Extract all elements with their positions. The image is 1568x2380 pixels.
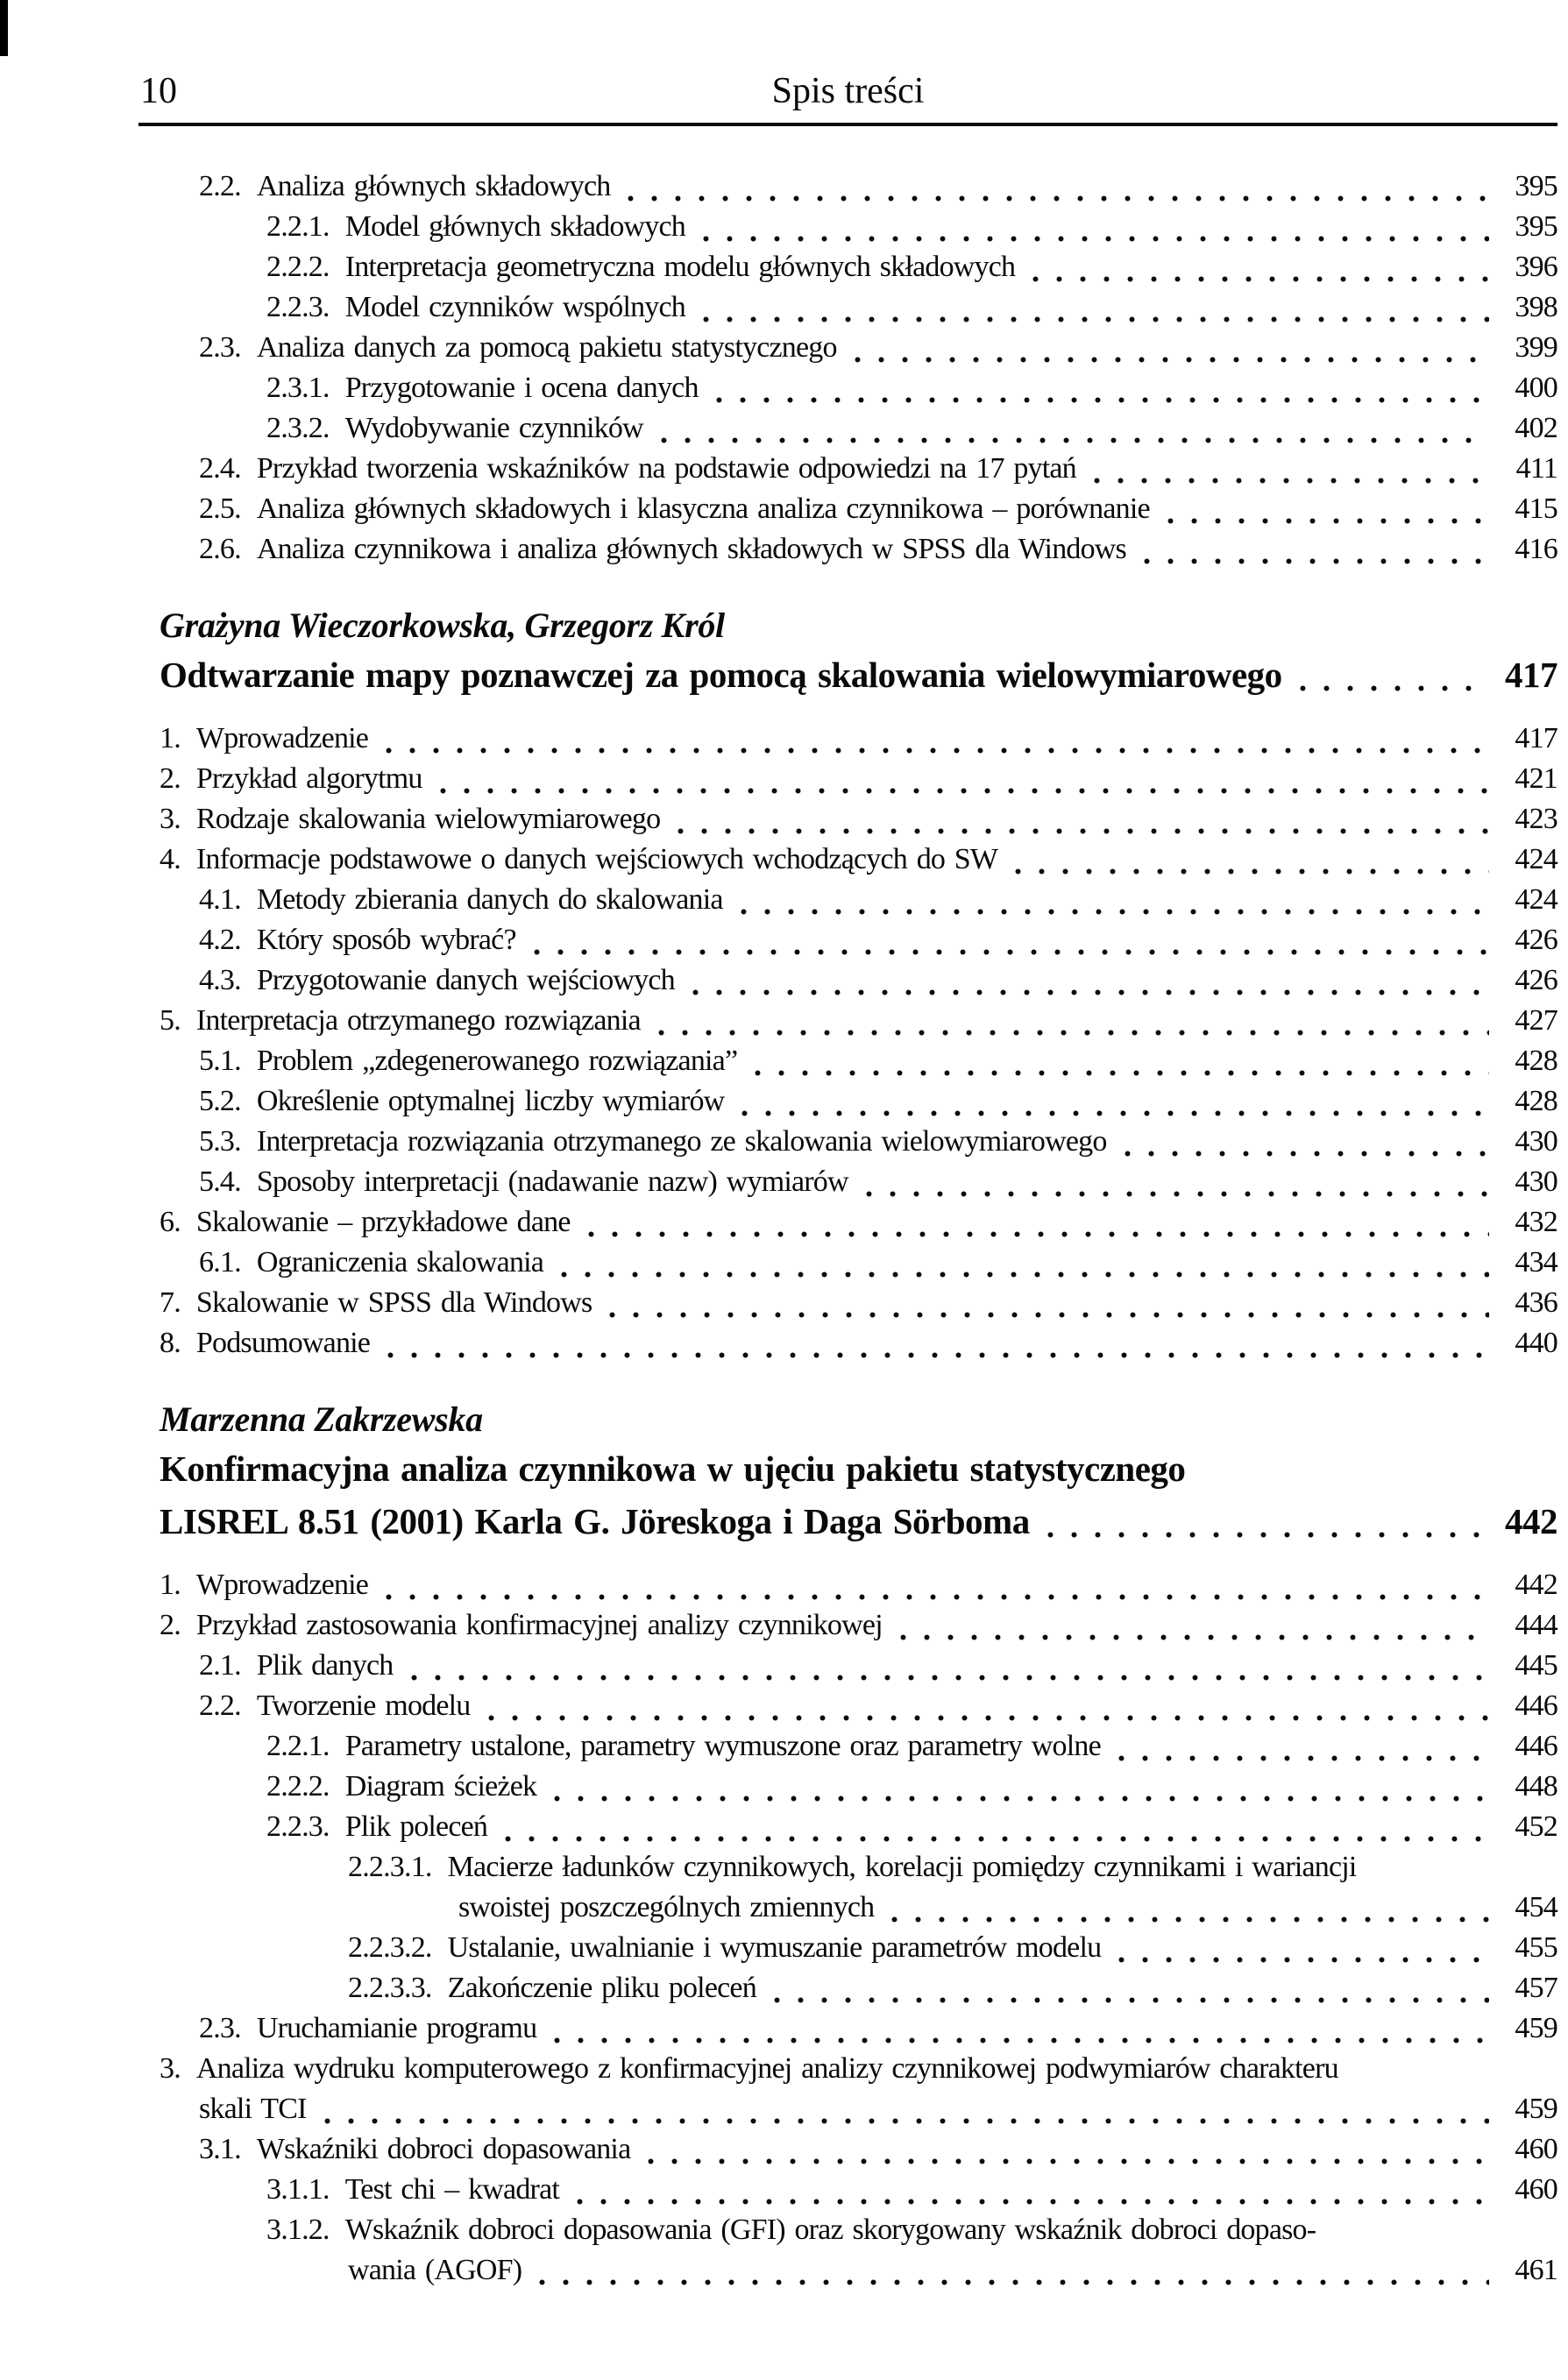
entry-label: Wprowadzenie [195,722,369,754]
entry-label: Analiza danych za pomocą pakietu statystycznego [256,331,837,364]
entry-text [266,1726,1101,1767]
entry-label: Model czynników wspólnych [344,291,685,323]
dot-leader [609,1283,1489,1323]
entry-text [348,1847,1357,1888]
entry-label: Parametry ustalone, parametry wymuszone oraz parametry wolne [344,1730,1101,1762]
toc-entry [138,1686,1557,1726]
entry-page: 428 [1515,1085,1557,1117]
entry-text [199,880,723,920]
dot-leader [703,207,1489,247]
entry-number: 2.2.1. [266,1730,330,1762]
entry-label: wania (AGOF) [348,2254,522,2286]
entry-page: 452 [1515,1810,1557,1843]
dot-leader [505,1807,1489,1847]
entry-text [348,2250,521,2291]
dot-leader [1300,650,1489,699]
entry-number: 2.2.3.2. [348,1931,432,1964]
entry-list [138,166,1557,570]
dot-leader [1125,1122,1489,1162]
entry-page: 436 [1515,1286,1557,1319]
toc-entry [138,1605,1557,1646]
entry-page: 457 [1515,1972,1557,2004]
entry-label: Przygotowanie danych wejściowych [256,964,675,996]
entry-label: Podsumowanie [195,1327,371,1359]
toc-entry [138,247,1557,287]
entry-text [199,166,610,207]
entry-page: 424 [1515,883,1557,916]
entry-number: 5.1. [199,1045,241,1077]
toc-entry [138,529,1557,570]
entry-number: 1. [160,1569,181,1601]
dot-leader [554,2008,1489,2049]
entry-number: 5. [160,1004,181,1037]
entry-label: Plik danych [256,1649,394,1682]
toc-section [138,605,1557,1364]
toc-entry [138,166,1557,207]
entry-label: Zakończenie pliku poleceń [447,1972,756,2004]
entry-text [199,2129,630,2170]
dot-leader [1118,1726,1489,1767]
entry-text [199,960,675,1001]
entry-text [266,287,685,328]
toc-entry [138,960,1557,1001]
toc-entry [138,2049,1557,2089]
entry-text [160,799,660,839]
dot-leader [1032,247,1489,287]
entry-number: 4. [160,843,181,875]
entry-label: LISREL 8.51 (2001) Karla G. Jöreskoga i Daga Sörboma [160,1501,1030,1541]
toc-entry [138,1807,1557,1847]
dot-leader [577,2170,1489,2210]
entry-page: 432 [1515,1206,1557,1238]
toc-entry [138,328,1557,368]
dot-leader [755,1041,1489,1081]
entry-page: 446 [1515,1730,1557,1762]
chapter-authors: Grażyna Wieczorkowska, Grzegorz Król [160,606,725,645]
dot-leader [411,1646,1490,1686]
entry-label: Skalowanie w SPSS dla Windows [195,1286,592,1319]
toc-entry [138,880,1557,920]
dot-leader [661,408,1489,449]
dot-leader [741,880,1489,920]
dot-leader [692,960,1489,1001]
entry-text [199,328,837,368]
entry-page: 395 [1515,210,1557,243]
entry-number: 2.2.3.1. [348,1851,432,1883]
entry-label: Analiza głównych składowych i klasyczna analiza czynnikowa – porównanie [256,492,1150,525]
entry-text [160,1497,1030,1546]
entry-text [160,1605,883,1646]
entry-number: 2.2.3.3. [348,1972,432,2004]
entry-page: 424 [1515,843,1557,875]
entry-number: 5.4. [199,1165,241,1198]
entry-label: Ograniczenia skalowania [256,1246,544,1279]
toc-entry [138,1243,1557,1283]
entry-page: 461 [1515,2254,1557,2286]
entry-label: Interpretacja rozwiązania otrzymanego ze skalowania wielowymiarowego [256,1125,1107,1158]
toc-entry [138,839,1557,880]
entry-page: 455 [1515,1931,1557,1964]
dot-leader [324,2089,1489,2129]
entry-page: 428 [1515,1045,1557,1077]
entry-number: 2.5. [199,492,241,525]
entry-page: 417 [1505,655,1557,695]
entry-page: 400 [1515,372,1557,404]
entry-number: 2.2. [199,1689,241,1722]
entry-page: 423 [1515,803,1557,835]
entry-page: 411 [1515,452,1557,485]
toc-entry [138,719,1557,759]
entry-label: Przykład algorytmu [195,762,422,795]
dot-leader [1015,839,1489,880]
entry-label: skali TCI [199,2093,307,2125]
entry-page: 421 [1515,762,1557,795]
entry-label: Problem „zdegenerowanego rozwiązania” [256,1045,738,1077]
toc-entry [138,1928,1557,1968]
toc-entry [138,1122,1557,1162]
dot-leader [488,1686,1490,1726]
dot-leader [1144,529,1489,570]
entry-text [160,1202,571,1243]
entry-page: 417 [1515,722,1557,754]
entry-label: Przykład tworzenia wskaźników na podstawie odpowiedzi na 17 pytań [256,452,1076,485]
entry-label: Test chi – kwadrat [344,2173,560,2206]
dot-leader [534,920,1489,960]
entry-label: Diagram ścieżek [344,1770,537,1803]
entry-number: 8. [160,1327,181,1359]
entry-label: Który sposób wybrać? [256,924,516,956]
entry-number: 6.1. [199,1246,241,1279]
entry-text [199,529,1126,570]
toc-entry [138,1001,1557,1041]
toc-entry [138,1162,1557,1202]
entry-label: Wprowadzenie [195,1569,369,1601]
toc-body [138,166,1557,2291]
entry-label: Tworzenie modelu [256,1689,471,1722]
toc-entry [138,287,1557,328]
dot-leader [900,1605,1489,1646]
entry-number: 4.2. [199,924,241,956]
entry-label: Ustalanie, uwalnianie i wymuszanie parametrów modelu [447,1931,1102,1964]
dot-leader [1167,489,1489,529]
entry-number: 2.4. [199,452,241,485]
dot-leader [891,1888,1489,1928]
entry-text [199,2008,536,2049]
entry-number: 4.1. [199,883,241,916]
entry-text [160,719,368,759]
entry-text [160,2049,1338,2089]
toc-entry [138,1847,1557,1888]
entry-text [160,1283,592,1323]
entry-label: Model głównych składowych [344,210,685,243]
entry-page: 460 [1515,2133,1557,2165]
entry-number: 3. [160,803,181,835]
entry-text [266,207,685,247]
toc-entry [138,1081,1557,1122]
dot-leader [678,799,1489,839]
toc-entry [138,408,1557,449]
entry-number: 5.2. [199,1085,241,1117]
toc-section [138,1399,1557,2291]
entry-label: swoistej poszczególnych zmiennych [458,1891,875,1923]
entry-label: Określenie optymalnej liczby wymiarów [256,1085,725,1117]
entry-label: Macierze ładunków czynnikowych, korelacji pomiędzy czynnikami i wariancji [447,1851,1357,1883]
entry-text [199,1041,737,1081]
entry-page: 426 [1515,964,1557,996]
entry-number: 2. [160,762,181,795]
toc-entry [138,2008,1557,2049]
dot-leader [561,1243,1489,1283]
entry-label: Odtwarzanie mapy poznawczej za pomocą skalowania wielowymiarowego [160,655,1282,695]
entry-page: 440 [1515,1327,1557,1359]
entry-text [266,2210,1316,2250]
entry-text [199,1122,1107,1162]
entry-text [199,920,516,960]
entry-number: 5.3. [199,1125,241,1158]
entry-page: 416 [1515,533,1557,565]
toc-entry [138,2129,1557,2170]
entry-label: Plik poleceń [344,1810,488,1843]
entry-number: 3.1. [199,2133,241,2165]
dot-leader [658,1001,1489,1041]
entry-number: 2.3. [199,331,241,364]
entry-text [199,1162,848,1202]
entry-text [266,1767,536,1807]
entry-page: 398 [1515,291,1557,323]
toc-entry [138,1726,1557,1767]
entry-number: 2.3.1. [266,372,330,404]
entry-label: Sposoby interpretacji (nadawanie nazw) wymiarów [256,1165,848,1198]
dot-leader [866,1162,1489,1202]
entry-number: 2.2.1. [266,210,330,243]
entry-text [348,1968,756,2008]
toc-entry [138,207,1557,247]
toc-entry [138,2250,1557,2291]
entry-page: 442 [1505,1501,1557,1541]
entry-page: 459 [1515,2093,1557,2125]
dot-leader [588,1202,1489,1243]
entry-label: Skalowanie – przykładowe dane [195,1206,571,1238]
entry-page: 444 [1515,1609,1557,1641]
dot-leader [386,719,1489,759]
entry-page: 427 [1515,1004,1557,1037]
dot-leader [648,2129,1489,2170]
entry-text [348,1928,1101,1968]
entry-page: 395 [1515,170,1557,202]
toc-entry [138,1968,1557,2008]
entry-number: 4.3. [199,964,241,996]
entry-page: 430 [1515,1165,1557,1198]
entry-label: Wskaźniki dobroci dopasowania [256,2133,631,2165]
entry-text [199,489,1150,529]
entry-number: 2. [160,1609,181,1641]
toc-entry [138,1565,1557,1605]
dot-leader [855,328,1489,368]
page-number: 10 [140,71,177,111]
toc-entry [138,1283,1557,1323]
running-title: Spis treści [771,71,925,111]
entry-number: 3.1.1. [266,2173,330,2206]
entry-label: Wydobywanie czynników [344,412,643,444]
dot-leader [741,1081,1489,1122]
entry-text [266,408,643,449]
entry-text [199,1243,543,1283]
entry-text [199,449,1076,489]
entry-label: Metody zbierania danych do skalowania [256,883,723,916]
entry-page: 402 [1515,412,1557,444]
entry-text [266,1807,487,1847]
toc-entry [138,759,1557,799]
toc-entry [138,368,1557,408]
page-header [138,68,1557,114]
entry-label: Interpretacja geometryczna modelu głównych składowych [344,251,1016,283]
entry-page: 442 [1515,1569,1557,1601]
entry-page: 430 [1515,1125,1557,1158]
entry-list [138,719,1557,1364]
entry-number: 2.2.3. [266,291,330,323]
entry-page: 434 [1515,1246,1557,1279]
entry-page: 426 [1515,924,1557,956]
entry-page: 459 [1515,2012,1557,2044]
dot-leader [716,368,1489,408]
entry-text [160,759,422,799]
entry-page: 454 [1515,1891,1557,1923]
entry-number: 2.2.2. [266,1770,330,1803]
entry-label: Informacje podstawowe o danych wejściowych wchodzących do SW [195,843,998,875]
entry-label: Przykład zastosowania konfirmacyjnej analizy czynnikowej [195,1609,883,1641]
entry-number: 2.1. [199,1649,241,1682]
entry-label: Wskaźnik dobroci dopasowania (GFI) oraz skorygowany wskaźnik dobroci dopaso- [344,2214,1316,2246]
entry-text [266,247,1015,287]
toc-entry [138,1497,1557,1546]
dot-leader [539,2250,1489,2291]
entry-label: Przygotowanie i ocena danych [344,372,699,404]
entry-text [160,839,997,880]
entry-text [160,1444,1185,1493]
entry-number: 2.2.2. [266,251,330,283]
entry-text [199,1646,394,1686]
toc-entry [138,799,1557,839]
dot-leader [774,1968,1489,2008]
entry-text [266,368,699,408]
entry-text [199,2089,307,2129]
toc-entry [138,1888,1557,1928]
toc-entry [138,2170,1557,2210]
toc-entry [138,650,1557,699]
entry-number: 2.3. [199,2012,241,2044]
entry-list [138,1565,1557,2291]
toc-entry [138,1767,1557,1807]
toc-entry [138,1202,1557,1243]
entry-label: Analiza czynnikowa i analiza głównych składowych w SPSS dla Windows [256,533,1126,565]
entry-page: 446 [1515,1689,1557,1722]
dot-leader [703,287,1489,328]
entry-label: Konfirmacyjna analiza czynnikowa w ujęciu pakietu statystycznego [160,1449,1186,1489]
entry-text [160,1323,370,1364]
entry-text [458,1888,874,1928]
entry-page: 415 [1515,492,1557,525]
entry-page: 448 [1515,1770,1557,1803]
entry-number: 7. [160,1286,181,1319]
entry-page: 399 [1515,331,1557,364]
entry-text [160,650,1282,699]
dot-leader [554,1767,1489,1807]
chapter-authors: Marzenna Zakrzewska [160,1399,483,1439]
dot-leader [1047,1497,1489,1546]
entry-label: Uruchamianie programu [256,2012,537,2044]
toc-entry [138,1646,1557,1686]
toc-entry [138,1323,1557,1364]
dot-leader [1118,1928,1489,1968]
entry-label: Analiza głównych składowych [256,170,611,202]
toc-entry [138,449,1557,489]
dot-leader [387,1323,1489,1364]
entry-number: 2.2. [199,170,241,202]
dot-leader [1094,449,1489,489]
entry-number: 3.1.2. [266,2214,330,2246]
toc-entry [138,2089,1557,2129]
entry-label: Interpretacja otrzymanego rozwiązania [195,1004,641,1037]
header-rule [138,123,1557,126]
dot-leader [386,1565,1489,1605]
entry-label: Rodzaje skalowania wielowymiarowego [195,803,661,835]
entry-text [160,1001,641,1041]
entry-number: 1. [160,722,181,754]
entry-text [266,2170,559,2210]
entry-number: 6. [160,1206,181,1238]
dot-leader [440,759,1489,799]
entry-page: 396 [1515,251,1557,283]
entry-number: 3. [160,2052,181,2085]
toc-entry [138,489,1557,529]
entry-page: 460 [1515,2173,1557,2206]
entry-text [199,1081,724,1122]
entry-text [199,1686,471,1726]
scan-artifact [0,0,8,56]
toc-entry [138,2210,1557,2250]
entry-page: 445 [1515,1649,1557,1682]
entry-label: Analiza wydruku komputerowego z konfirmacyjnej analizy czynnikowej podwymiarów charakteru [195,2052,1338,2085]
entry-text [160,1565,368,1605]
entry-number: 2.3.2. [266,412,330,444]
entry-number: 2.6. [199,533,241,565]
dot-leader [628,166,1489,207]
toc-entry [138,1444,1557,1493]
toc-section [138,166,1557,570]
toc-entry [138,1041,1557,1081]
toc-entry [138,920,1557,960]
entry-number: 2.2.3. [266,1810,330,1843]
